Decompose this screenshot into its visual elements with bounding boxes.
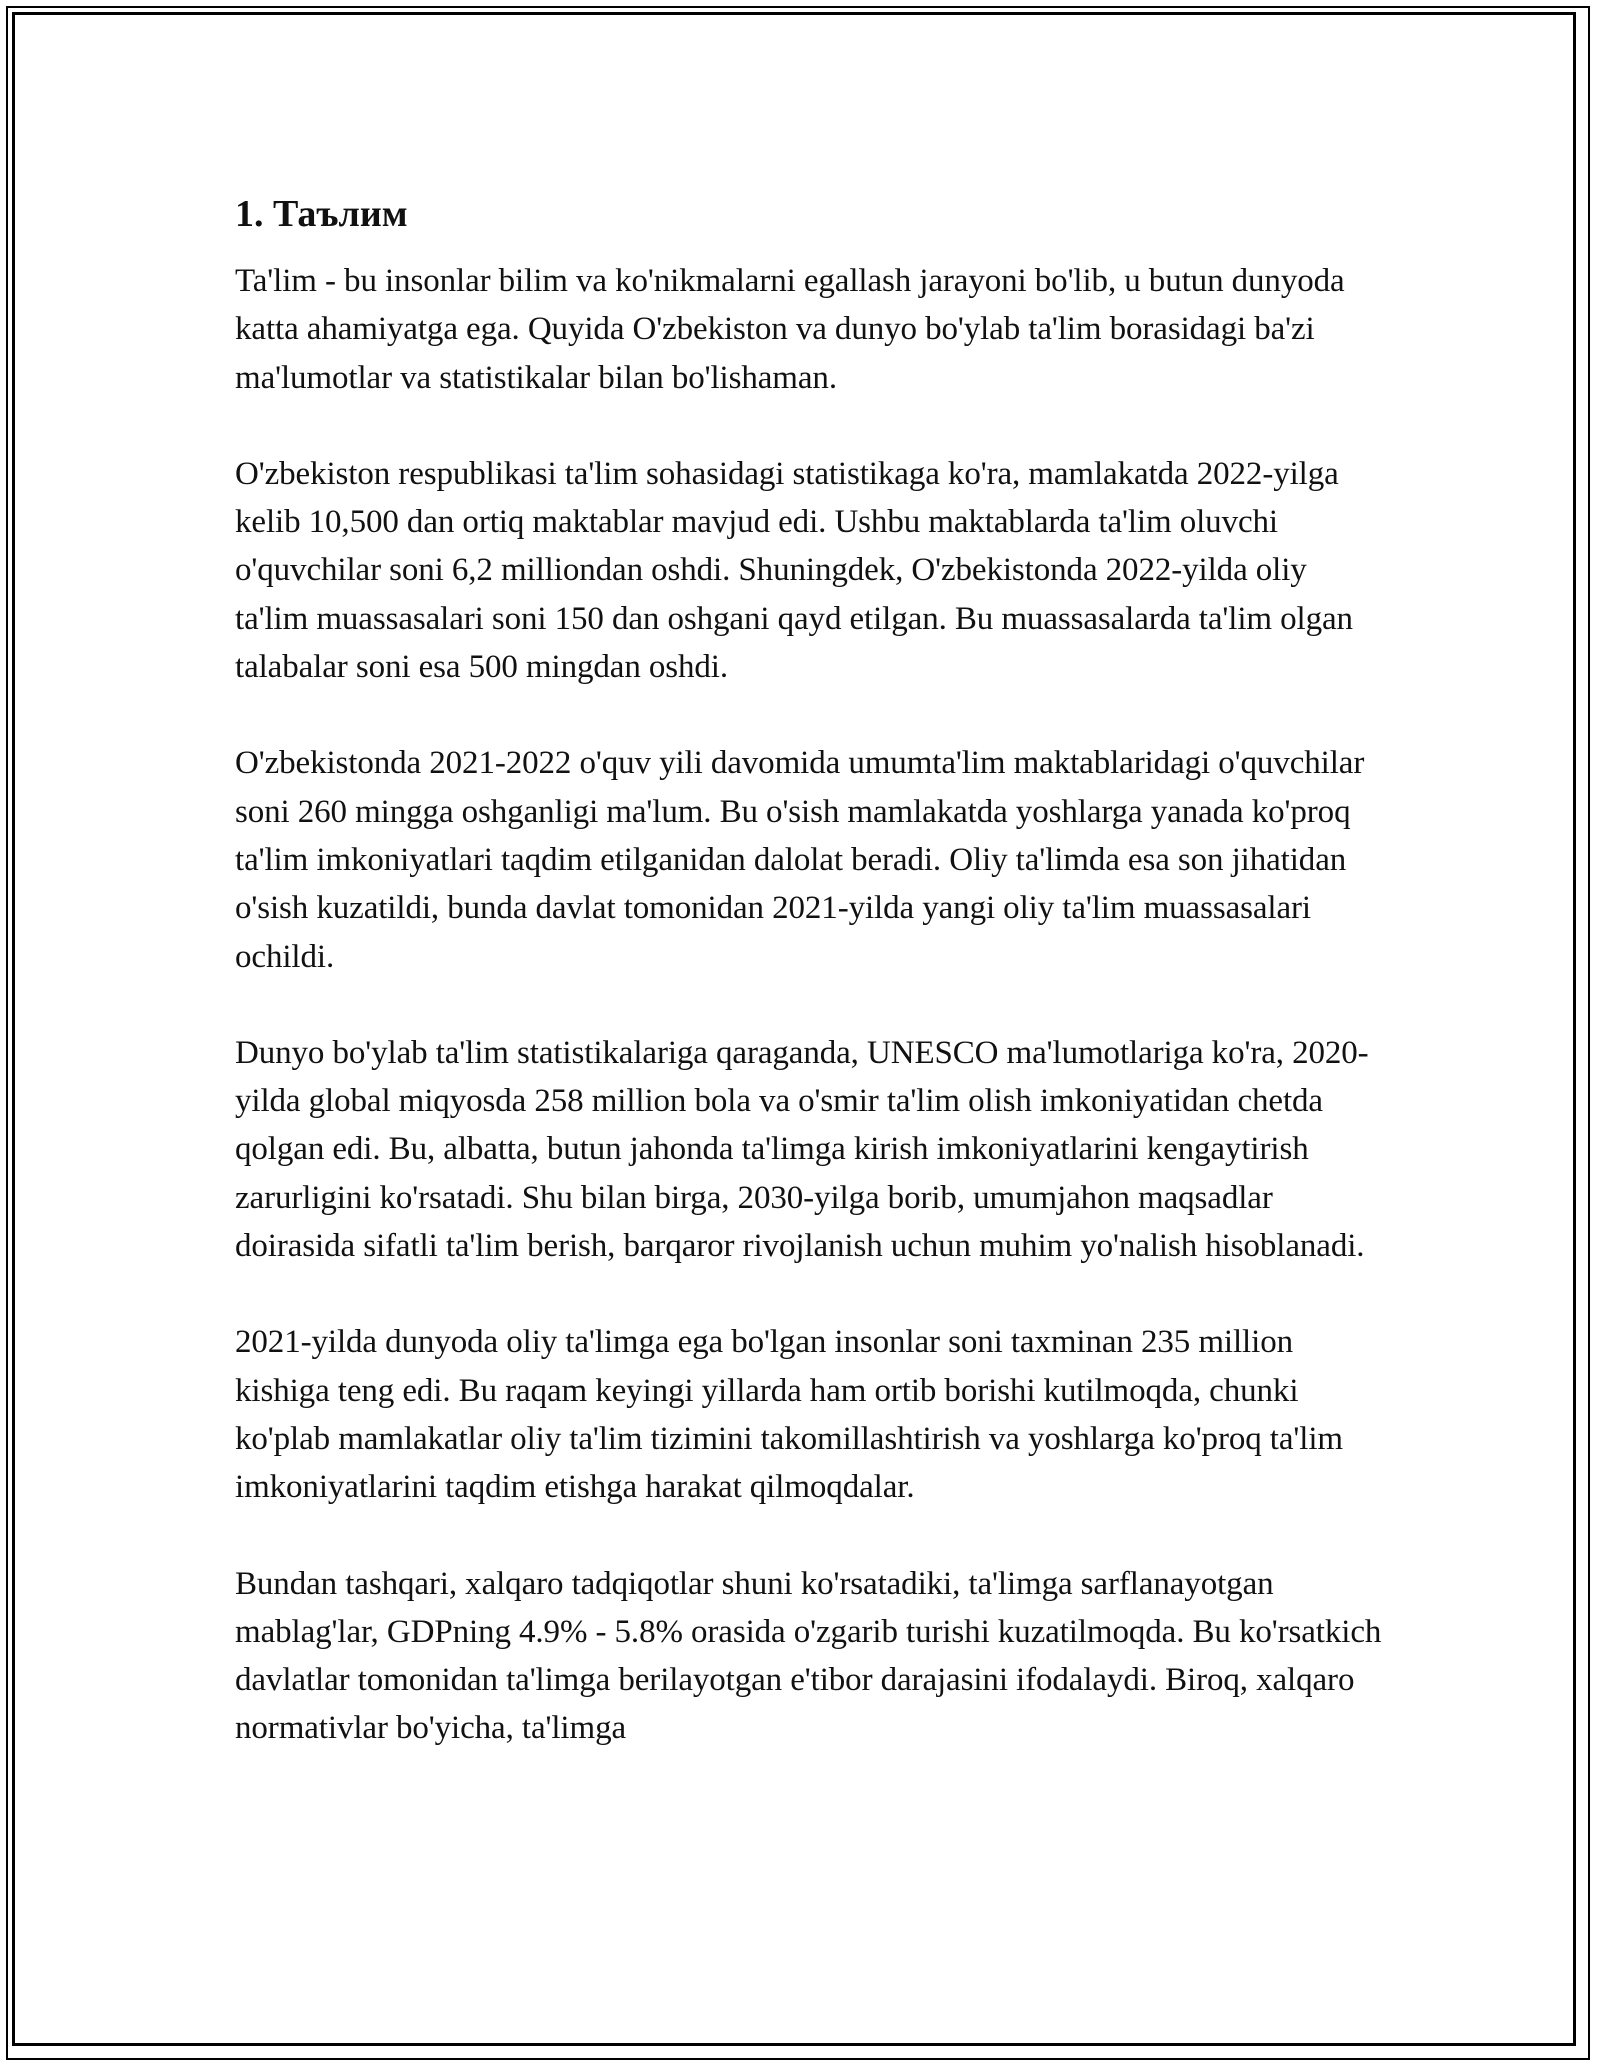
paragraph-world-stats: Dunyo bo'ylab ta'lim statistikalariga qaraganda, UNESCO ma'lumotlariga ko'ra, 2020-yilda global miqyosda 258 million bola va o'smir ta'lim olish imkoniyatidan chetda qolgan edi. Bu, albatta, butun jahonda ta'limga kirish imkoniyatlarini kengaytirish zarurligini ko'rsatadi. Shu bilan birga, 2030-yilga borib, umumjahon maqsadlar doirasida sifatli ta'lim berish, barqaror rivojlanish uchun muhim yo'nalish hisoblanadi. <box>235 1034 1369 1265</box>
paragraph-uzbekistan-stats: O'zbekiston respublikasi ta'lim sohasidagi statistikaga ko'ra, mamlakatda 2022-yilga kelib 10,500 dan ortiq maktablar mavjud edi. Ushbu maktablarda ta'lim oluvchi o'quvchilar soni 6,2 milliondan oshdi. Shuningdek, O'zbekistonda 2022-yilda oliy ta'lim muassasalari soni 150 dan oshgani qayd etilgan. Bu muassasalarda ta'lim olgan talabalar soni esa 500 mingdan oshdi. <box>235 455 1353 686</box>
paragraph-school-year: O'zbekistonda 2021-2022 o'quv yili davomida umumta'lim maktablaridagi o'quvchilar soni 260 mingga oshganligi ma'lum. Bu o'sish mamlakatda yoshlarga yanada ko'proq ta'lim imkoniyatlari taqdim etilganidan dalolat beradi. Oliy ta'limda esa son jihatidan o'sish kuzatildi, bunda davlat tomonidan 2021-yilda yangi oliy ta'lim muassasalari ochildi. <box>235 745 1365 975</box>
paragraph-higher-education: 2021-yilda dunyoda oliy ta'limga ega bo'lgan insonlar soni taxminan 235 million kishiga teng edi. Bu raqam keyingi yillarda ham ortib borishi kutilmoqda, chunki ko'plab mamlakatlar oliy ta'lim tizimini takomillashtirish va yoshlarga ko'proq ta'lim imkoniyatlarini taqdim etishga harakat qilmoqdalar. <box>235 1324 1343 1506</box>
section-heading: 1. Таълим <box>235 193 408 235</box>
paragraph-intro: Ta'lim - bu insonlar bilim va ko'nikmalarni egallash jarayoni bo'lib, u butun dunyoda katta ahamiyatga ega. Quyida O'zbekiston va dunyo bo'ylab ta'lim borasidagi ba'zi ma'lumotlar va statistikalar bilan bo'lishaman. <box>235 263 1345 396</box>
document-body <box>235 185 1385 1801</box>
paragraph-spending: Bundan tashqari, xalqaro tadqiqotlar shuni ko'rsatadiki, ta'limga sarflanayotgan mablag'lar, GDPning 4.9% - 5.8% orasida o'zgarib turishi kuzatilmoqda. Bu ko'rsatkich davlatlar tomonidan ta'limga berilayotgan e'tibor darajasini ifodalaydi. Biroq, xalqaro normativlar bo'yicha, ta'limga <box>235 1565 1382 1747</box>
